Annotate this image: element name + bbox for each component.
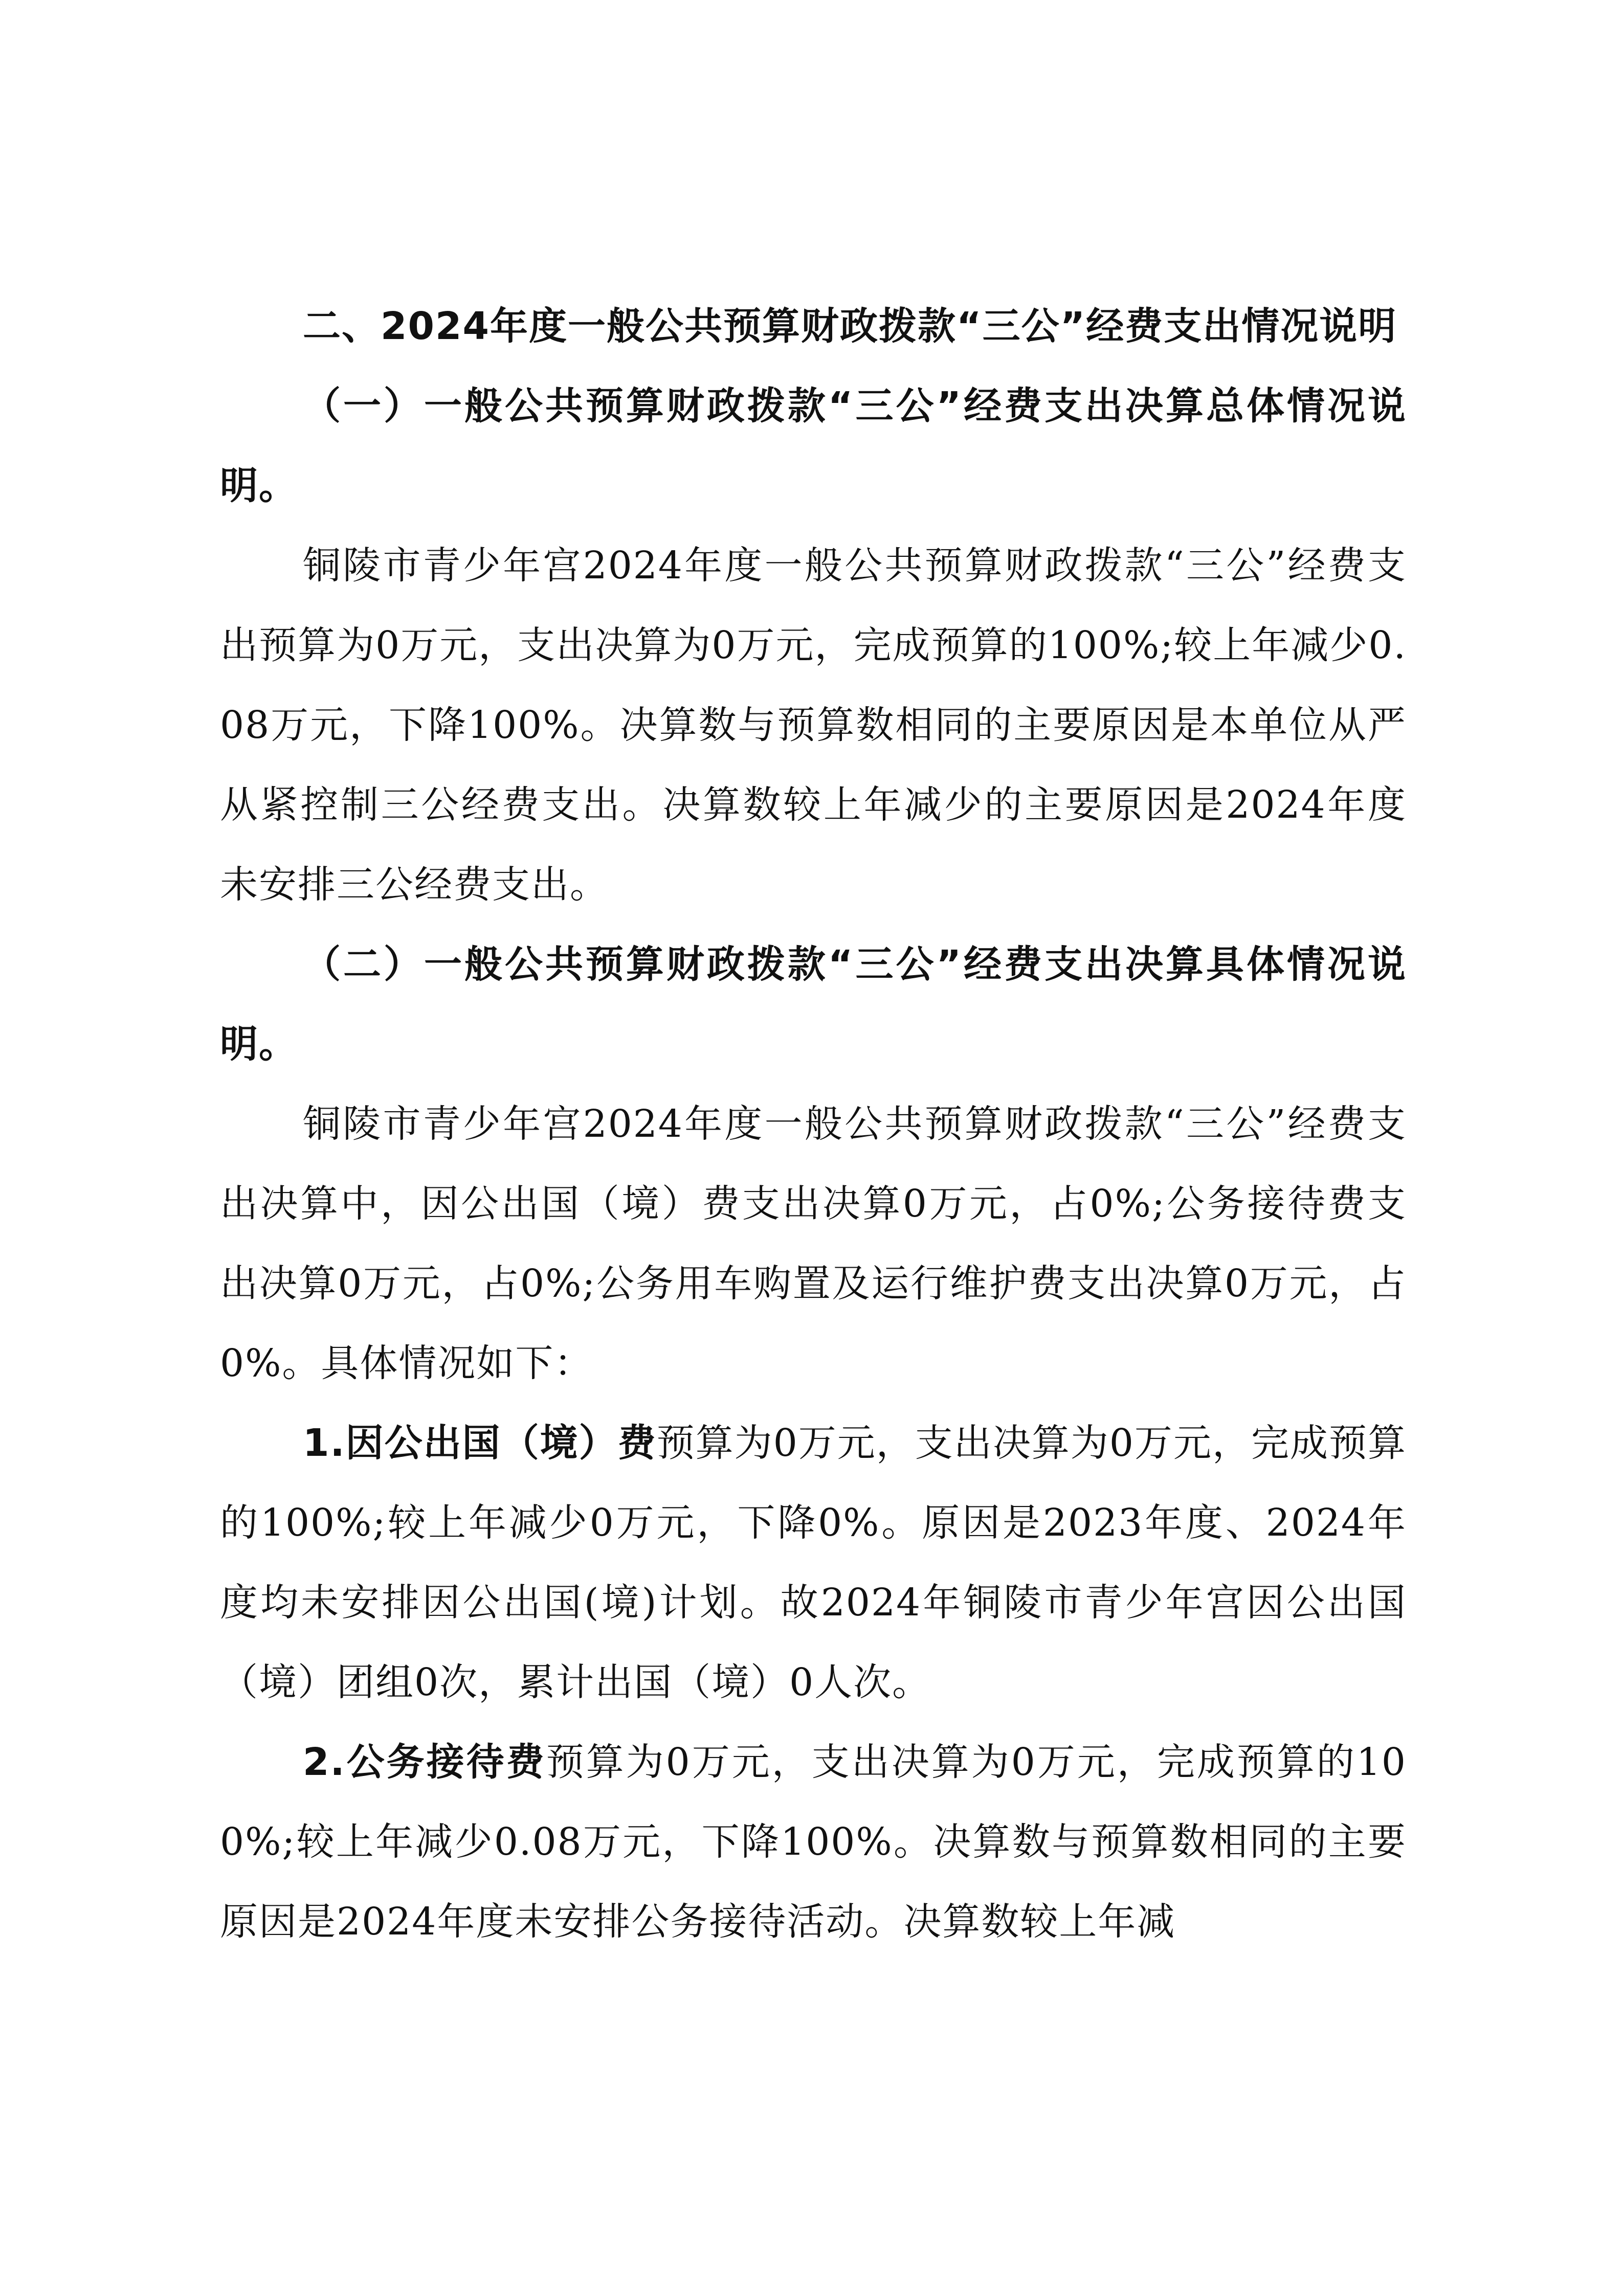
subsection-1-body: 铜陵市青少年宫2024年度一般公共预算财政拨款“三公”经费支出预算为0万元，支出决算为0万元，完成预算的100%;较上年减少0.08万元，下降100%。决算数与预算数相同的主要原因是本单位从严从紧控制三公经费支出。决算数较上年减少的主要原因是2024年度未安排三公经费支出。 — [220, 544, 1407, 907]
subsection-1-title: （一）一般公共预算财政拨款“三公”经费支出决算总体情况说明。 — [220, 384, 1407, 508]
item-1-lead: 1.因公出国（境）费 — [303, 1421, 657, 1465]
subsection-2-title: （二）一般公共预算财政拨款“三公”经费支出决算具体情况说明。 — [220, 942, 1407, 1066]
item-2-paragraph — [220, 1722, 1407, 1962]
item-1-body: 预算为0万元，支出决算为0万元，完成预算的100%;较上年减少0万元，下降0%。原因是2023年度、2024年度均未安排因公出国(境)计划。故2024年铜陵市青少年宫因公出国（境）团组0次，累计出国（境）0人次。 — [220, 1421, 1407, 1704]
subsection-2-body: 铜陵市青少年宫2024年度一般公共预算财政拨款“三公”经费支出决算中，因公出国（境）费支出决算0万元，占0%;公务接待费支出决算0万元，占0%;公务用车购置及运行维护费支出决算0万元，占0%。具体情况如下： — [220, 1102, 1407, 1385]
document-body — [220, 286, 1407, 1962]
item-2-lead: 2.公务接待费 — [303, 1740, 546, 1784]
item-2-body: 预算为0万元，支出决算为0万元，完成预算的100%;较上年减少0.08万元，下降100%。决算数与预算数相同的主要原因是2024年度未安排公务接待活动。决算数较上年减 — [220, 1740, 1407, 1944]
item-1-paragraph — [220, 1403, 1407, 1722]
section-title: 二、2024年度一般公共预算财政拨款“三公”经费支出情况说明 — [303, 304, 1397, 348]
